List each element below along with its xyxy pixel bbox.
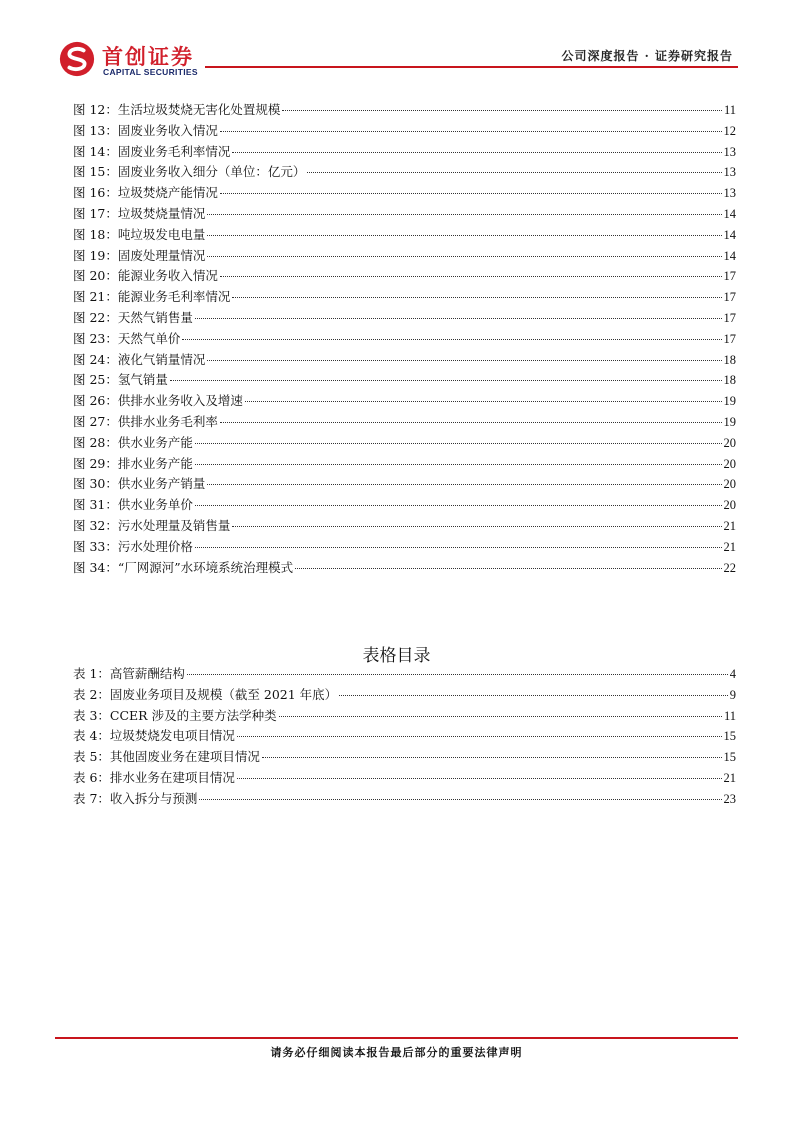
footer-divider bbox=[55, 1037, 738, 1039]
figure-toc-entry[interactable] bbox=[73, 121, 736, 142]
report-type: 公司深度报告 · 证券研究报告 bbox=[561, 49, 733, 63]
table-toc-entry-page-number[interactable]: 21 bbox=[723, 770, 736, 785]
dot-leader bbox=[220, 131, 722, 132]
dot-leader bbox=[199, 799, 721, 800]
header-divider bbox=[205, 66, 738, 68]
figure-toc-entry-page-number[interactable]: 18 bbox=[723, 373, 736, 388]
table-toc-entry[interactable] bbox=[73, 664, 736, 685]
dot-leader bbox=[232, 526, 721, 527]
figure-toc-entry-label[interactable]: 图 16：垃圾焚烧产能情况 bbox=[73, 185, 218, 201]
figure-toc-entry-page-number[interactable]: 14 bbox=[723, 206, 736, 221]
dot-leader bbox=[195, 464, 722, 465]
figure-toc-entry-label[interactable]: 图 32：污水处理量及销售量 bbox=[73, 517, 231, 533]
logo-chinese-name: 首创证券 bbox=[102, 45, 194, 69]
figure-toc-entry[interactable] bbox=[73, 350, 736, 371]
footer-disclaimer: 请务必仔细阅读本报告最后部分的重要法律声明 bbox=[270, 1046, 523, 1059]
figure-toc-entry-page-number[interactable]: 13 bbox=[723, 186, 736, 201]
dot-leader bbox=[220, 422, 722, 423]
figure-toc-entry-label[interactable]: 图 21：能源业务毛利率情况 bbox=[73, 289, 231, 305]
figure-toc-entry[interactable] bbox=[73, 516, 736, 537]
figure-toc-entry-page-number[interactable]: 20 bbox=[723, 435, 736, 450]
figure-toc-entry-label[interactable]: 图 18：吨垃圾发电电量 bbox=[73, 226, 206, 242]
figure-toc-entry-page-number[interactable]: 19 bbox=[723, 394, 736, 409]
dot-leader bbox=[207, 360, 721, 361]
figure-toc-entry-page-number[interactable]: 14 bbox=[723, 248, 736, 263]
dot-leader bbox=[232, 152, 721, 153]
table-toc-entry-label[interactable]: 表 4：垃圾焚烧发电项目情况 bbox=[73, 728, 235, 744]
figure-toc-entry-page-number[interactable]: 19 bbox=[723, 414, 736, 429]
dot-leader bbox=[307, 172, 721, 173]
capital-securities-logo-icon bbox=[58, 40, 96, 78]
figure-toc-entry-label[interactable]: 图 22：天然气销售量 bbox=[73, 309, 193, 325]
figure-toc-entry-page-number[interactable]: 20 bbox=[723, 477, 736, 492]
figure-toc-entry-label[interactable]: 图 27：供排水业务毛利率 bbox=[73, 413, 218, 429]
figure-toc-entry-label[interactable]: 图 28：供水业务产能 bbox=[73, 434, 193, 450]
table-toc-entry-label[interactable]: 表 2：固废业务项目及规模（截至 2021 年底） bbox=[73, 686, 338, 702]
figure-toc-entry[interactable] bbox=[73, 287, 736, 308]
figure-toc-entry-label[interactable]: 图 25：氢气销量 bbox=[73, 372, 168, 388]
figure-toc-entry-label[interactable]: 图 29：排水业务产能 bbox=[73, 455, 193, 471]
dot-leader bbox=[232, 297, 721, 298]
dot-leader bbox=[170, 380, 722, 381]
dot-leader bbox=[187, 674, 728, 675]
figure-toc-entry-page-number[interactable]: 20 bbox=[723, 498, 736, 513]
figure-toc-entry[interactable] bbox=[73, 225, 736, 246]
figure-toc-entry[interactable] bbox=[73, 412, 736, 433]
figure-toc-entry[interactable] bbox=[73, 537, 736, 558]
dot-leader bbox=[195, 505, 722, 506]
table-toc-entry-page-number[interactable]: 23 bbox=[723, 791, 736, 806]
figure-toc-entry-page-number[interactable]: 17 bbox=[723, 331, 736, 346]
dot-leader bbox=[339, 695, 728, 696]
figure-toc-entry-page-number[interactable]: 11 bbox=[723, 103, 736, 117]
dot-leader bbox=[245, 401, 722, 402]
table-toc-entry-label[interactable]: 表 6：排水业务在建项目情况 bbox=[73, 769, 235, 785]
table-toc-entry[interactable] bbox=[73, 768, 736, 789]
figure-toc-entry-label[interactable]: 图 14：固废业务毛利率情况 bbox=[73, 143, 231, 159]
figure-toc-entry-label[interactable]: 图 26：供排水业务收入及增速 bbox=[73, 393, 243, 409]
dot-leader bbox=[207, 214, 721, 215]
dot-leader bbox=[195, 443, 722, 444]
table-toc-entry[interactable] bbox=[73, 726, 736, 747]
figure-toc-entry-page-number[interactable]: 22 bbox=[723, 560, 736, 575]
table-toc-entry-label[interactable]: 表 7：收入拆分与预测 bbox=[73, 790, 198, 806]
dot-leader bbox=[279, 716, 722, 717]
figure-toc-entry-page-number[interactable]: 18 bbox=[723, 352, 736, 367]
figure-toc-entry[interactable] bbox=[73, 433, 736, 454]
figure-toc-entry-page-number[interactable]: 21 bbox=[723, 539, 736, 554]
logo-english-name: CAPITAL SECURITIES bbox=[103, 67, 198, 77]
figure-toc-entry-label[interactable]: 图 12：生活垃圾焚烧无害化处置规模 bbox=[73, 102, 281, 117]
dot-leader bbox=[237, 736, 722, 737]
figure-toc-entry-page-number[interactable]: 13 bbox=[723, 144, 736, 159]
figure-toc-entry-label[interactable]: 图 23：天然气单价 bbox=[73, 330, 181, 346]
table-list bbox=[73, 664, 736, 810]
figure-toc-entry-label[interactable]: 图 30：供水业务产销量 bbox=[73, 476, 206, 492]
figure-toc-entry-page-number[interactable]: 17 bbox=[723, 310, 736, 325]
dot-leader bbox=[237, 778, 722, 779]
table-toc-entry-page-number[interactable]: 11 bbox=[723, 708, 736, 723]
figure-list bbox=[73, 100, 736, 578]
dot-leader bbox=[195, 318, 722, 319]
figure-toc-entry-label[interactable]: 图 19：固废处理量情况 bbox=[73, 247, 206, 263]
figure-toc-entry-page-number[interactable]: 13 bbox=[723, 165, 736, 180]
dot-leader bbox=[220, 193, 722, 194]
table-toc-entry-page-number[interactable]: 15 bbox=[723, 750, 736, 765]
figure-toc-entry-label[interactable]: 图 33：污水处理价格 bbox=[73, 538, 193, 554]
company-logo bbox=[58, 40, 228, 80]
figure-toc-entry[interactable] bbox=[73, 308, 736, 329]
dot-leader bbox=[195, 547, 722, 548]
figure-toc-entry-label[interactable]: 图 13：固废业务收入情况 bbox=[73, 122, 218, 138]
table-toc-entry[interactable] bbox=[73, 706, 736, 727]
figure-toc-entry-page-number[interactable]: 14 bbox=[723, 227, 736, 242]
figure-toc-entry-page-number[interactable]: 17 bbox=[723, 290, 736, 305]
figure-toc-entry-label[interactable]: 图 20：能源业务收入情况 bbox=[73, 268, 218, 284]
figure-toc-entry-label[interactable]: 图 31：供水业务单价 bbox=[73, 497, 193, 513]
dot-leader bbox=[220, 276, 722, 277]
figure-toc-entry[interactable] bbox=[73, 266, 736, 287]
figure-toc-entry[interactable] bbox=[73, 100, 736, 121]
dot-leader bbox=[207, 256, 721, 257]
table-toc-entry-label[interactable]: 表 3：CCER 涉及的主要方法学种类 bbox=[73, 707, 277, 723]
figure-toc-entry[interactable] bbox=[73, 183, 736, 204]
figure-toc-entry[interactable] bbox=[73, 391, 736, 412]
figure-toc-entry[interactable] bbox=[73, 558, 736, 579]
figure-toc-entry-page-number[interactable]: 12 bbox=[723, 123, 736, 138]
dot-leader bbox=[282, 110, 722, 111]
figure-toc-entry[interactable] bbox=[73, 246, 736, 267]
page-header bbox=[0, 0, 793, 90]
figure-toc-entry[interactable] bbox=[73, 329, 736, 350]
table-toc-entry-page-number[interactable]: 4 bbox=[729, 667, 736, 681]
figure-toc-entry-label[interactable]: 图 34：“厂网源河”水环境系统治理模式 bbox=[73, 559, 294, 575]
figure-toc-entry[interactable] bbox=[73, 204, 736, 225]
table-toc-entry[interactable] bbox=[73, 747, 736, 768]
figure-toc-entry-page-number[interactable]: 20 bbox=[723, 456, 736, 471]
figure-toc-entry[interactable] bbox=[73, 162, 736, 183]
dot-leader bbox=[262, 757, 722, 758]
tables-section-title: 表格目录 bbox=[362, 646, 431, 666]
figure-toc-entry-page-number[interactable]: 21 bbox=[723, 518, 736, 533]
dot-leader bbox=[295, 568, 721, 569]
table-toc-entry-label[interactable]: 表 5：其他固废业务在建项目情况 bbox=[73, 749, 260, 765]
figure-toc-entry-label[interactable]: 图 17：垃圾焚烧量情况 bbox=[73, 205, 206, 221]
table-toc-entry[interactable] bbox=[73, 789, 736, 810]
table-toc-entry-page-number[interactable]: 9 bbox=[729, 687, 736, 702]
dot-leader bbox=[207, 484, 721, 485]
table-toc-entry-label[interactable]: 表 1：高管薪酬结构 bbox=[73, 666, 185, 681]
table-toc-entry-page-number[interactable]: 15 bbox=[723, 729, 736, 744]
figure-toc-entry[interactable] bbox=[73, 454, 736, 475]
figure-toc-entry[interactable] bbox=[73, 142, 736, 163]
dot-leader bbox=[182, 339, 721, 340]
figure-toc-entry[interactable] bbox=[73, 474, 736, 495]
figure-toc-entry[interactable] bbox=[73, 495, 736, 516]
table-toc-entry[interactable] bbox=[73, 685, 736, 706]
figure-toc-entry[interactable] bbox=[73, 370, 736, 391]
figure-toc-entry-page-number[interactable]: 17 bbox=[723, 269, 736, 284]
figure-toc-entry-label[interactable]: 图 15：固废业务收入细分（单位：亿元） bbox=[73, 164, 306, 180]
dot-leader bbox=[207, 235, 721, 236]
figure-toc-entry-label[interactable]: 图 24：液化气销量情况 bbox=[73, 351, 206, 367]
